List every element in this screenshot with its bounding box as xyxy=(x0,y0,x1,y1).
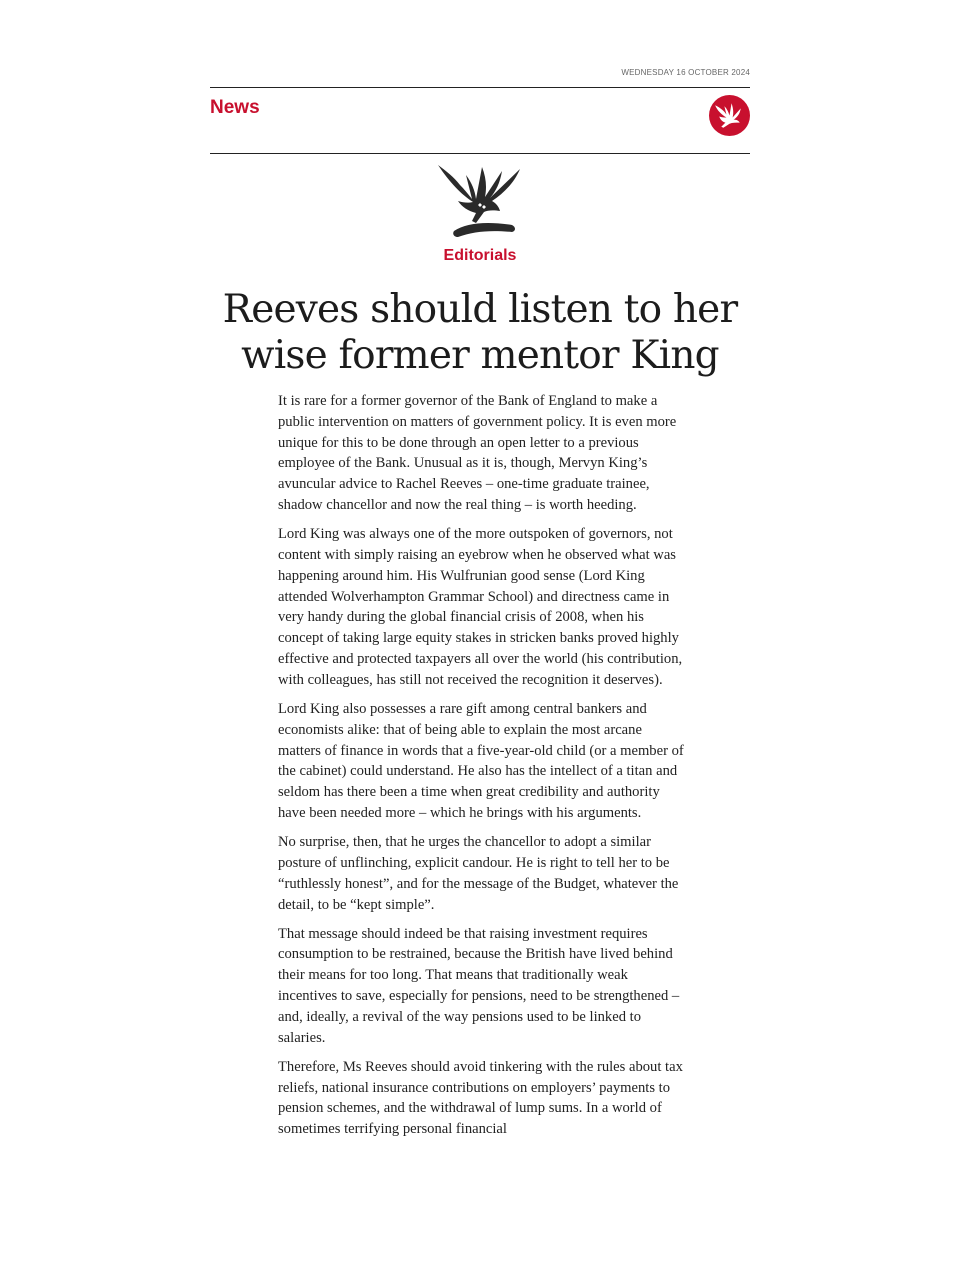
article-paragraph: Lord King was always one of the more outspoken of governors, not content with simply raising an eyebrow when he observed what was happening around him. His Wulfrunian good sense (Lord King attended Wolverhampton Grammar School) and directness came in very handy during the global financial crisis of 2008, when his concept of taking large equity stakes in stricken banks proved highly effective and protected taxpayers all over the world (his contribution, with colleagues, has still not received the recognition it deserves). xyxy=(278,526,683,688)
top-divider xyxy=(210,87,750,88)
bottom-divider xyxy=(210,153,750,154)
kicker-label: Editorials xyxy=(443,247,517,264)
article-paragraph: That message should indeed be that raising investment requires consumption to be restrained, because the British have lived behind their means for too long. That means that traditionally weak incentives to save, especially for pensions, need to be strengthened – and, ideally, a revival of the way pensions used to be linked to salaries. xyxy=(278,925,680,1046)
section-label: News xyxy=(210,97,260,118)
article-paragraph: It is rare for a former governor of the Bank of England to make a public intervention on matters of government policy. It is even more unique for this to be done through an open letter to a previous employee of the Bank. Unusual as it is, though, Mervyn King’s avuncular advice to Rachel Reeves – one-time graduate trainee, shadow chancellor and now the real thing – is worth heeding. xyxy=(278,393,677,513)
independent-eagle-logo-icon xyxy=(709,95,750,136)
article-body xyxy=(278,391,688,1148)
issue-date: WEDNESDAY 16 OCTOBER 2024 xyxy=(621,68,750,77)
article-paragraph: Lord King also possesses a rare gift among central bankers and economists alike: that of being able to explain the most arcane matters of finance in words that a five-year-old child (or a member of the cabinet) could understand. He also has the intellect of a titan and seldom has there been a time when great credibility and authority have been needed more – which he brings with his arguments. xyxy=(278,700,684,821)
article-paragraph: Therefore, Ms Reeves should avoid tinkering with the rules about tax reliefs, national insurance contributions on employers’ payments to pension schemes, and the withdrawal of lump sums. In a world of sometimes terrifying personal financial xyxy=(278,1058,683,1138)
eagle-illustration-icon xyxy=(436,161,524,241)
article-paragraph: No surprise, then, that he urges the chancellor to adopt a similar posture of unflinching, explicit candour. He is right to tell her to be “ruthlessly honest”, and for the message of the Budget, whatever the detail, to be “kept simple”. xyxy=(278,834,679,913)
headline: Reeves should listen to her wise former mentor King xyxy=(222,287,738,378)
